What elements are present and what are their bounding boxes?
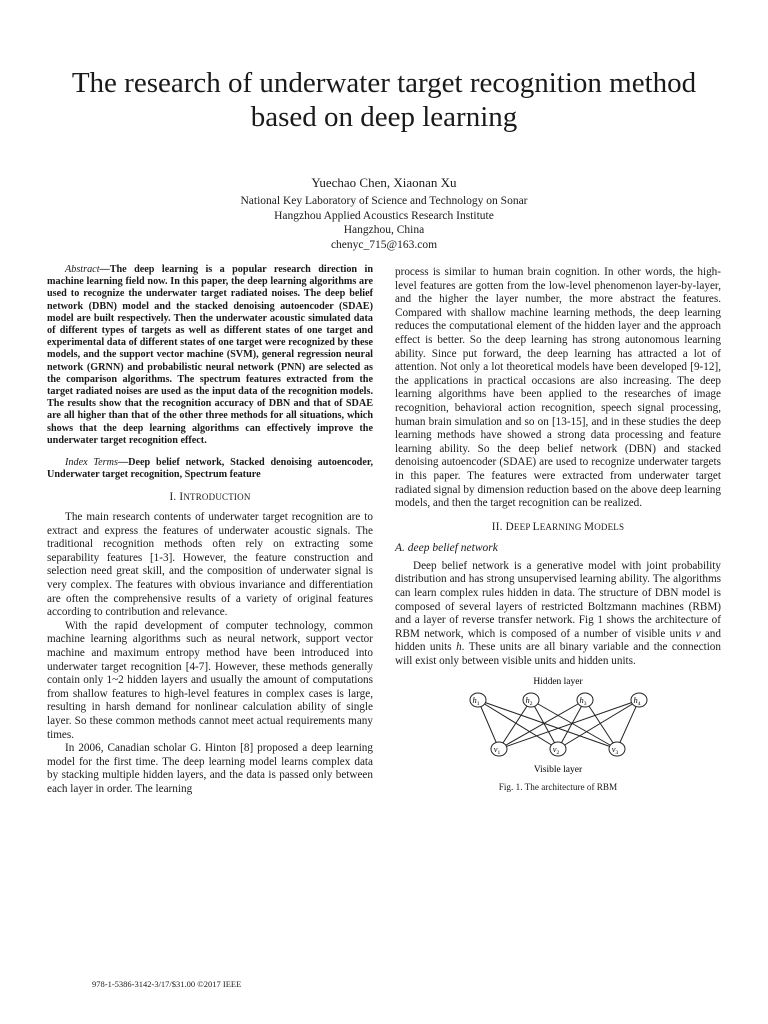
intro-paragraph-2: With the rapid development of computer technology, common machine learning algorithms such as neural network, support vector machine and maximum entropy method have been introduced into underwater target recognition [4-7]. However, these methods generally contain only 1~2 hidden layers and usually the amount of computations from shallow features to high-level features in complex cases is large, resulting in harsh demand for nonlinear calculation ability of single layer. So these common methods cannot meet actual requirements many times. <box>47 619 373 741</box>
author-email: chenyc_715@163.com <box>330 238 438 251</box>
visible-layer-label: Visible layer <box>533 764 583 775</box>
section-heading-introduction: I. INTRODUCTION <box>169 491 251 504</box>
abstract-text: —The deep learning is a popular research direction in machine learning field now. In this paper, the deep learning algorithms are used to recognize the underwater target radiated noises. The deep belief network (DBN) model and the stacked denoising autoencoder (SDAE) model are built respectively. Then the underwater acoustic simulated data of different types of targets as well as different states of one target and experimental data of different states of one target were recognized by these models, and the support vector machine (SVM), general regression neural network (GRNN) and probabilistic neural network (PNN) are selected as the comparison algorithms. The spectrum features extracted from the target radiated noises are used as the input data of the recognition models. The results show that the recognition accuracy of DBN and that of SDAE are all higher than that of the other three methods for all situations, which shows that the deep learning algorithms can effectively improve the underwater target recognition effect. <box>47 264 373 446</box>
section-heading-deep-learning-models: II. DEEP LEARNING MODELS <box>491 520 625 533</box>
rbm-connection <box>617 700 639 749</box>
hidden-layer-label: Hidden layer <box>533 676 583 687</box>
hidden-unit-node <box>523 693 539 707</box>
authors: Yuechao Chen, Xiaonan Xu <box>311 175 457 190</box>
svg-text:h3: $h_3$ <box>579 694 587 707</box>
svg-text:v2: $v_2$ <box>552 743 560 756</box>
dbn-paragraph: Deep belief network is a generative model with joint probability distribution and has strong unsupervised learning ability. The algorithms can learn complex rules hidden in data. The structure of DBN model is composed of several layers of restricted Boltzmann machines (RBM) and a layer of reverse transfer network. Fig 1 shows the architecture of RBM network, which is composed of a number of visible units v and hidden units h. These units are all binary variable and the connection will exist only between visible units and hidden units. <box>395 559 721 668</box>
visible-unit-node <box>550 742 566 756</box>
index-terms-text: —Deep belief network, Stacked denoising autoencoder, Underwater target recognition, Spectrum feature <box>47 457 373 481</box>
figure-caption: Fig. 1. The architecture of RBM <box>498 781 618 792</box>
hidden-unit-node <box>577 693 593 707</box>
rbm-diagram <box>443 675 673 775</box>
abstract <box>47 264 373 447</box>
affiliation-city: Hangzhou, China <box>343 224 425 236</box>
intro-paragraph-continued: process is similar to human brain cognition. In other words, the high-level features are gotten from the low-level phenomenon layer-by-layer, and the higher the layer number, the more abstract the features. Compared with shallow machine learning methods, the deep learning reduces the computational element of the hidden layer and the approach effect is better. So the deep learning has strong autonomous learning ability. Since put forward, the deep learning has attracted a lot of attention. Not only a lot theoretical models have been developed [9-12], the applications in practical occasions are also increasing. The deep learning algorithms have been applied to the researches of image recognition, behavioral action recognition, speech signal processing, human brain simulation and so on [13-15], and in these studies the deep learning methods have showed a strong data processing and feature learning ability. So the deep belief network (DBN) and stacked denoising autoencoder (SDAE) are used to recognize underwater targets in this paper. The features were extracted from underwater target radiated signal by dimension reduction based on the above deep learning models, and then the target recognition can be realized. <box>395 266 721 510</box>
title-line-2: based on deep learning <box>250 101 518 133</box>
affiliation-institute: Hangzhou Applied Acoustics Research Institute <box>274 209 494 222</box>
rbm-connection <box>478 700 499 749</box>
abstract-label: Abstract <box>65 264 100 275</box>
svg-text:h4: $h_4$ <box>633 694 641 707</box>
svg-text:v3: $v_3$ <box>611 743 619 756</box>
affiliation-lab: National Key Laboratory of Science and Technology on Sonar <box>240 195 528 207</box>
rbm-connection <box>585 700 617 749</box>
left-column <box>47 264 373 797</box>
variable-h: h <box>456 641 462 654</box>
svg-text:v1: $v_1$ <box>493 743 501 756</box>
affiliation <box>0 194 768 252</box>
rbm-connection <box>531 700 617 749</box>
index-terms <box>47 457 373 481</box>
svg-text:h2: $h_2$ <box>525 694 533 707</box>
paper-title <box>0 66 768 134</box>
right-column <box>395 266 721 794</box>
title-line-1: The research of underwater target recognition method <box>71 67 697 99</box>
figure-rbm <box>395 675 721 795</box>
copyright-footer: 978-1-5386-3142-3/17/$31.00 ©2017 IEEE <box>92 979 242 989</box>
variable-v: v <box>695 627 701 640</box>
visible-unit-node <box>491 742 507 756</box>
hidden-unit-node <box>470 693 486 707</box>
subsection-heading-dbn: A. deep belief network <box>395 542 498 555</box>
rbm-connection <box>499 700 585 749</box>
visible-unit-node <box>609 742 625 756</box>
index-terms-label: Index Terms <box>65 457 118 469</box>
intro-paragraph-1: The main research contents of underwater target recognition are to extract and express the features of underwater acoustic signals. The traditional recognition methods often rely on extracting some separability features [1-3]. However, the feature construction and selection need great skill, and the composition of underwater signal is very complex. The features with obvious invariance and differentiation are often the comprehensive results of a variety of original features according to contribution and relevance. <box>47 511 373 619</box>
rbm-connection <box>499 700 531 749</box>
svg-text:h1: $h_1$ <box>472 694 480 707</box>
intro-paragraph-3: In 2006, Canadian scholar G. Hinton [8] proposed a deep learning model for the first time. The deep learning model learns complex data by stacking multiple hidden layers, and the data is passed only between each layer in order. The learning <box>47 742 373 795</box>
hidden-unit-node <box>631 693 647 707</box>
